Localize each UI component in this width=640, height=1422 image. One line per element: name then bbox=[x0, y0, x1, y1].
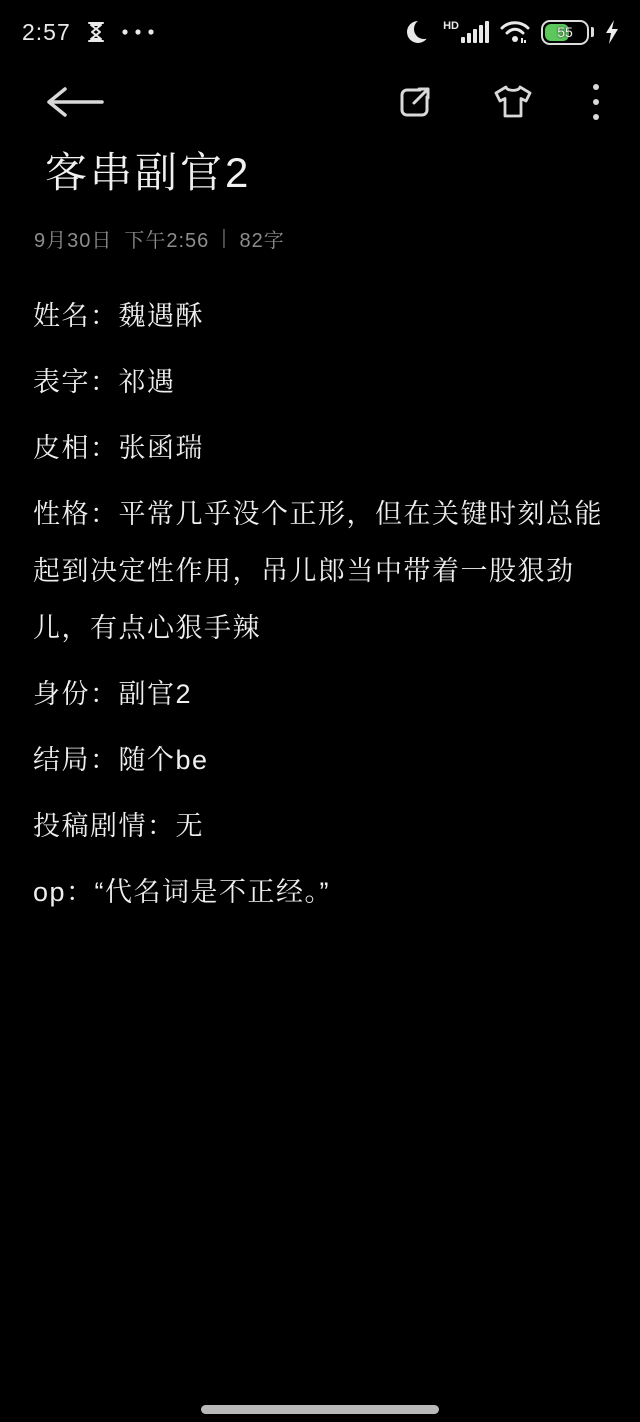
back-button[interactable] bbox=[40, 81, 110, 123]
moon-icon bbox=[405, 18, 433, 46]
note-paragraph: 投稿剧情：无 bbox=[33, 811, 204, 841]
note-word-count: 82字 bbox=[239, 230, 285, 252]
note-toolbar bbox=[0, 66, 640, 138]
note-paragraph: 表字：祁遇 bbox=[33, 367, 176, 397]
note-title[interactable]: 客串副官2 bbox=[45, 149, 252, 196]
more-menu-button[interactable] bbox=[588, 78, 604, 126]
tshirt-theme-icon bbox=[492, 83, 534, 121]
back-arrow-icon bbox=[44, 85, 106, 119]
status-bar bbox=[0, 0, 640, 54]
note-paragraph: 结局：随个be bbox=[33, 745, 209, 775]
battery-icon bbox=[541, 20, 594, 45]
theme-button[interactable] bbox=[488, 79, 538, 125]
note-body[interactable] bbox=[33, 288, 612, 1362]
kebab-menu-icon bbox=[592, 82, 600, 122]
note-meta bbox=[34, 224, 285, 253]
note-paragraph: op：“代名词是不正经。” bbox=[33, 877, 331, 907]
signal-icon bbox=[443, 21, 489, 43]
hd-badge: HD bbox=[443, 20, 459, 32]
wifi-icon bbox=[499, 19, 531, 45]
ellipsis-icon bbox=[121, 28, 155, 36]
note-date: 9月30日 bbox=[34, 230, 113, 252]
note-paragraph: 身份：副官2 bbox=[33, 679, 193, 709]
home-indicator[interactable] bbox=[201, 1405, 439, 1414]
note-paragraph: 性格：平常几乎没个正形，但在关键时刻总能起到决定性作用，吊儿郎当中带着一股狠劲儿，有点心狠手辣 bbox=[33, 499, 603, 643]
note-paragraph: 姓名：魏遇酥 bbox=[33, 301, 204, 331]
share-button[interactable] bbox=[392, 79, 438, 125]
clock-time: 2:57 bbox=[22, 18, 71, 45]
battery-percent: 55 bbox=[557, 24, 573, 40]
note-paragraph: 皮相：张函瑞 bbox=[33, 433, 204, 463]
charging-bolt-icon bbox=[604, 19, 620, 45]
hourglass-icon bbox=[87, 21, 105, 43]
note-time: 下午2:56 bbox=[124, 230, 210, 252]
meta-divider: | bbox=[221, 227, 228, 249]
share-icon bbox=[396, 83, 434, 121]
